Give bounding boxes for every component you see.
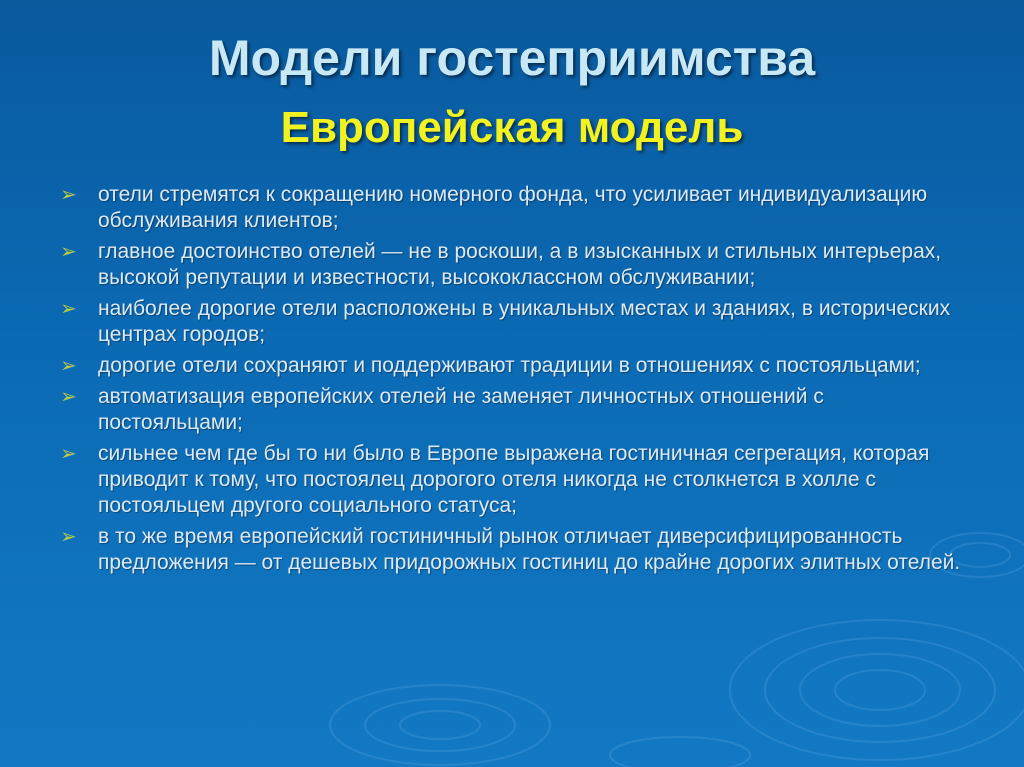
list-item: [60, 182, 970, 234]
list-item-text: главное достоинство отелей — не в роскоши, а в изысканных и стильных интерьерах, высокой репутации и известности, высококлассном обслуживании;: [98, 240, 942, 289]
arrow-bullet-icon: ➢: [60, 298, 77, 320]
list-item: [60, 296, 970, 348]
arrow-bullet-icon: ➢: [60, 241, 77, 263]
list-item: [60, 384, 970, 436]
list-item-text: автоматизация европейских отелей не заменяет личностных отношений с постояльцами;: [98, 385, 824, 434]
list-item: [60, 441, 970, 519]
list-item: [60, 239, 970, 291]
list-item-text: отели стремятся к сокращению номерного фонда, что усиливает индивидуализацию обслуживания клиентов;: [98, 183, 928, 232]
arrow-bullet-icon: ➢: [60, 526, 77, 548]
list-item-text: в то же время европейский гостиничный рынок отличает диверсифицированность предложения — от дешевых придорожных гостиниц до крайне дорогих элитных отелей.: [98, 525, 961, 574]
arrow-bullet-icon: ➢: [60, 355, 77, 377]
list-item-text: наиболее дорогие отели расположены в уникальных местах и зданиях, в исторических центрах городов;: [98, 297, 951, 346]
list-item: [60, 353, 970, 379]
arrow-bullet-icon: ➢: [60, 386, 77, 408]
list-item: [60, 524, 970, 576]
bullet-list: [60, 182, 970, 581]
slide-title: Модели гостеприимства: [208, 30, 816, 86]
arrow-bullet-icon: ➢: [60, 443, 77, 465]
list-item-text: сильнее чем где бы то ни было в Европе выражена гостиничная сегрегация, которая приводит к тому, что постоялец дорогого отеля никогда не столкнется в холле с постояльцем другого социального статуса;: [98, 442, 930, 517]
slide-subtitle: Европейская модель: [280, 103, 744, 152]
list-item-text: дорогие отели сохраняют и поддерживают традиции в отношениях с постояльцами;: [98, 354, 921, 377]
arrow-bullet-icon: ➢: [60, 184, 77, 206]
